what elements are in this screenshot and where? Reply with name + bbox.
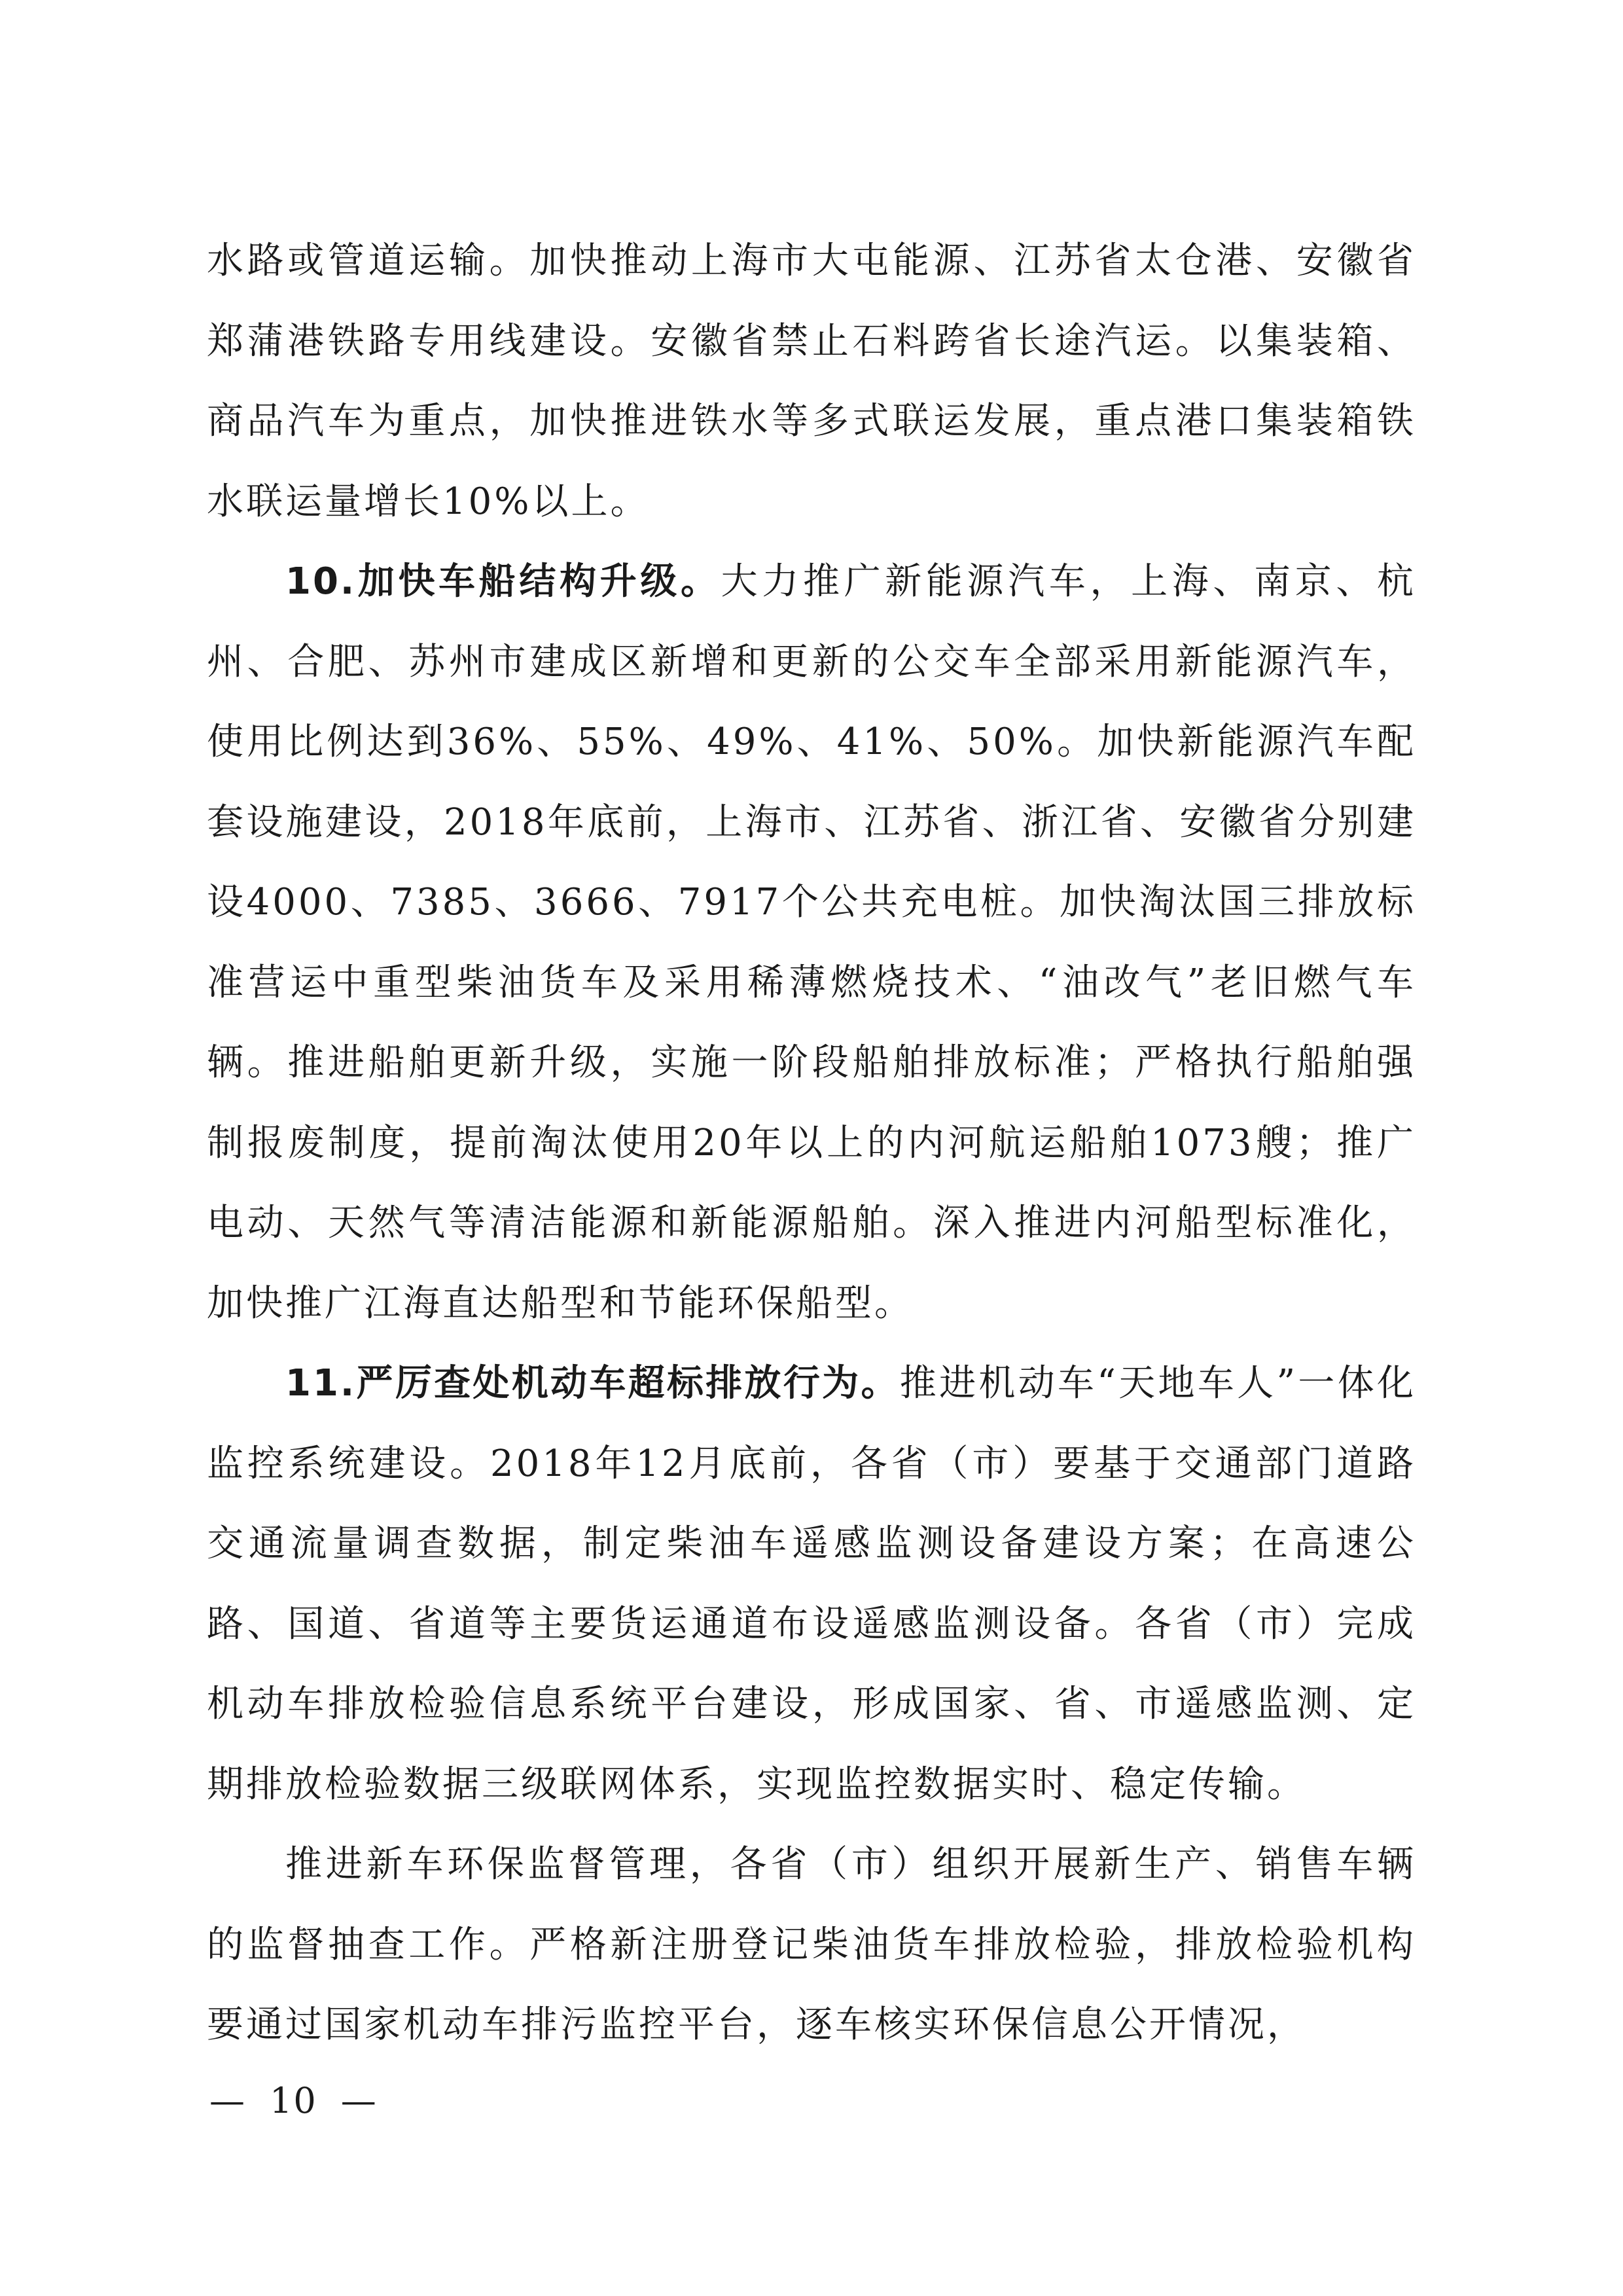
page-number: 10: [270, 2080, 317, 2121]
footer-dash-left: —: [209, 2080, 246, 2121]
paragraph-text: 推进机动车“天地车人”一体化监控系统建设。2018年12月底前，各省（市）要基于交通部门道路交通流量调查数据，制定柴油车遥感监测设备建设方案；在高速公路、国道、省道等主要货运通道布设遥感监测设备。各省（市）完成机动车排放检验信息系统平台建设，形成国家、省、市遥感监测、定期排放检验数据三级联网体系，实现监控数据实时、稳定传输。: [207, 1362, 1416, 1806]
document-body: [207, 221, 1416, 2066]
paragraph-continuation: [207, 221, 1416, 542]
paragraph-emission-enforcement: [207, 1344, 1416, 1825]
paragraph-text: 水路或管道运输。加快推动上海市大屯能源、江苏省太仓港、安徽省郑蒲港铁路专用线建设。安徽省禁止石料跨省长途汽运。以集装箱、商品汽车为重点，加快推进铁水等多式联运发展，重点港口集装箱铁水联运量增长10%以上。: [207, 240, 1416, 523]
page-footer: [209, 2081, 378, 2121]
paragraph-new-vehicle-supervision: [207, 1825, 1416, 2066]
section-heading-10: 10.加快车船结构升级。: [285, 560, 721, 603]
section-heading-11: 11.严厉查处机动车超标排放行为。: [285, 1362, 900, 1405]
footer-dash-right: —: [340, 2080, 378, 2121]
paragraph-vehicle-vessel-upgrade: [207, 542, 1416, 1344]
paragraph-text: 推进新车环保监督管理，各省（市）组织开展新生产、销售车辆的监督抽查工作。严格新注册登记柴油货车排放检验，排放检验机构要通过国家机动车排污监控平台，逐车核实环保信息公开情况，: [207, 1843, 1416, 2046]
paragraph-text: 大力推广新能源汽车，上海、南京、杭州、合肥、苏州市建成区新增和更新的公交车全部采用新能源汽车，使用比例达到36%、55%、49%、41%、50%。加快新能源汽车配套设施建设，2018年底前，上海市、江苏省、浙江省、安徽省分别建设4000、7385、3666、7917个公共充电桩。加快淘汰国三排放标准营运中重型柴油货车及采用稀薄燃烧技术、“油改气”老旧燃气车辆。推进船舶更新升级，实施一阶段船舶排放标准；严格执行船舶强制报废制度，提前淘汰使用20年以上的内河航运船舶1073艘；推广电动、天然气等清洁能源和新能源船舶。深入推进内河船型标准化，加快推广江海直达船型和节能环保船型。: [207, 560, 1417, 1325]
